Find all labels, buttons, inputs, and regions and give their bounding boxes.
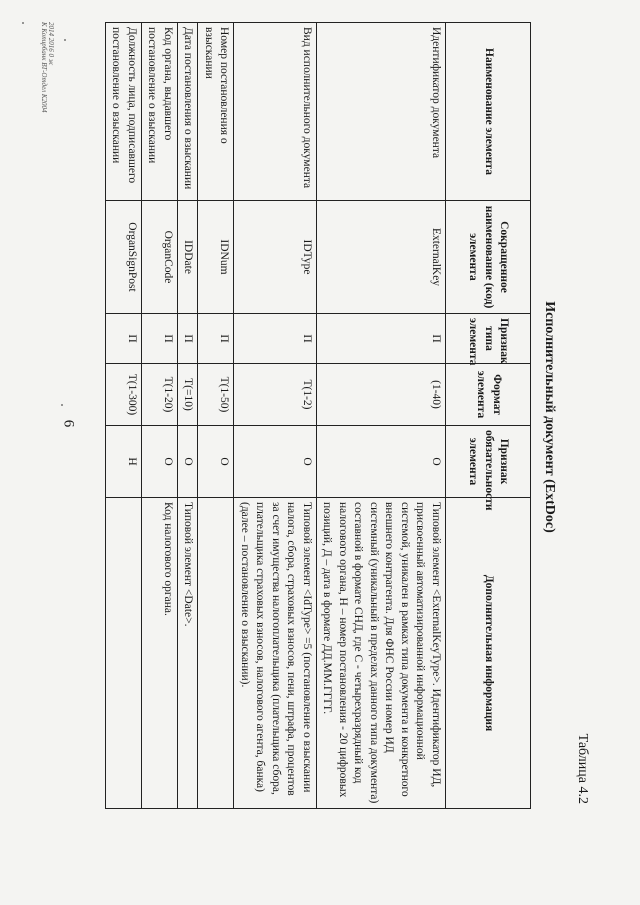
cell-element-name: Дата постановления о взыскании — [177, 23, 198, 201]
cell-element-name: Идентификатор документа — [316, 23, 445, 201]
table-row — [177, 23, 198, 809]
table-row — [234, 23, 317, 809]
cell-type: П — [105, 314, 141, 364]
header-type: Признак типа элемента — [446, 314, 531, 364]
cell-info: Типовой элемент <ExternalKeyType>. Идентификатор ИД, присвоенный автоматизированной информационной системой, уникален в рамках типа документа и конкретного внешнего контрагента. Для ФНС России номер ИД системный (уникальный в пределах данного типа документа) составной в формате СНД, где С - четырехразрядный код налогового органа, Н – номер постановления - 20 цифровых позиций, Д – дата в формате ДД.ММ.ГГГГ. — [316, 498, 445, 809]
cell-mandatory: О — [198, 426, 234, 498]
cell-format: (1-40) — [316, 364, 445, 426]
cell-format: Т(1-20) — [141, 364, 177, 426]
cell-info: Код налогового органа. — [141, 498, 177, 809]
cell-info: Типовой элемент <Date>. — [177, 498, 198, 809]
cell-code: ExternalKey — [316, 201, 445, 314]
cell-mandatory: О — [177, 426, 198, 498]
cell-element-name: Вид исполнительного документа — [234, 23, 317, 201]
cell-info — [105, 498, 141, 809]
cell-element-name: Должность лица, подписавшего постановление о взыскании — [105, 23, 141, 201]
cell-code: IDType — [234, 201, 317, 314]
cell-format: Т(=10) — [177, 364, 198, 426]
header-mandatory: Признак обязательности элемента — [446, 426, 531, 498]
cell-code: OrganSignPost — [105, 201, 141, 314]
cell-code: OrganCode — [141, 201, 177, 314]
scan-speck — [22, 22, 24, 24]
cell-mandatory: Н — [105, 426, 141, 498]
table-row — [316, 23, 445, 809]
cell-info — [198, 498, 234, 809]
table-header-row — [446, 23, 531, 809]
cell-mandatory: О — [234, 426, 317, 498]
cell-type: П — [141, 314, 177, 364]
cell-format: Т(1-300) — [105, 364, 141, 426]
header-format: Формат элемента — [446, 364, 531, 426]
cell-type: П — [316, 314, 445, 364]
cell-code: IDNum — [198, 201, 234, 314]
cell-type: П — [177, 314, 198, 364]
rotated-page — [39, 22, 593, 812]
cell-info: Типовой элемент <IdType> =5 (постановление о взыскании налога, сбора, страховых взносов, пени, штрафа, процентов за счет имущества налогоплательщика (плательщика сбора, плательщика страховых взносов, налогового агента, банка) (далее – постановление о взыскании). — [234, 498, 317, 809]
table-row — [198, 23, 234, 809]
page-number: 6 — [60, 419, 77, 428]
cell-element-name: Номер постановления о взыскании — [198, 23, 234, 201]
cell-type: П — [234, 314, 317, 364]
table-title: Исполнительный документ (ExtDoc) — [542, 301, 557, 533]
table-row — [105, 23, 141, 809]
footer-line: К Копирбанк ВТ-Отдел К2004 — [39, 22, 48, 113]
footer-stamp — [39, 22, 54, 113]
cell-mandatory: О — [141, 426, 177, 498]
header-info: Дополнительная информация — [446, 498, 531, 809]
table-row — [141, 23, 177, 809]
footer-line: 2014 2016 0 ж — [47, 22, 56, 66]
table-number: Таблица 4.2 — [575, 733, 590, 804]
header-short-name: Сокращенное наименование (код) элемента — [446, 201, 531, 314]
header-element-name: Наименование элемента — [446, 23, 531, 201]
cell-format: Т(1-50) — [198, 364, 234, 426]
cell-element-name: Код органа, выдавшего постановление о взыскании — [141, 23, 177, 201]
cell-code: IDDate — [177, 201, 198, 314]
cell-format: Т(1-2) — [234, 364, 317, 426]
elements-table — [105, 22, 531, 809]
cell-type: П — [198, 314, 234, 364]
cell-mandatory: О — [316, 426, 445, 498]
